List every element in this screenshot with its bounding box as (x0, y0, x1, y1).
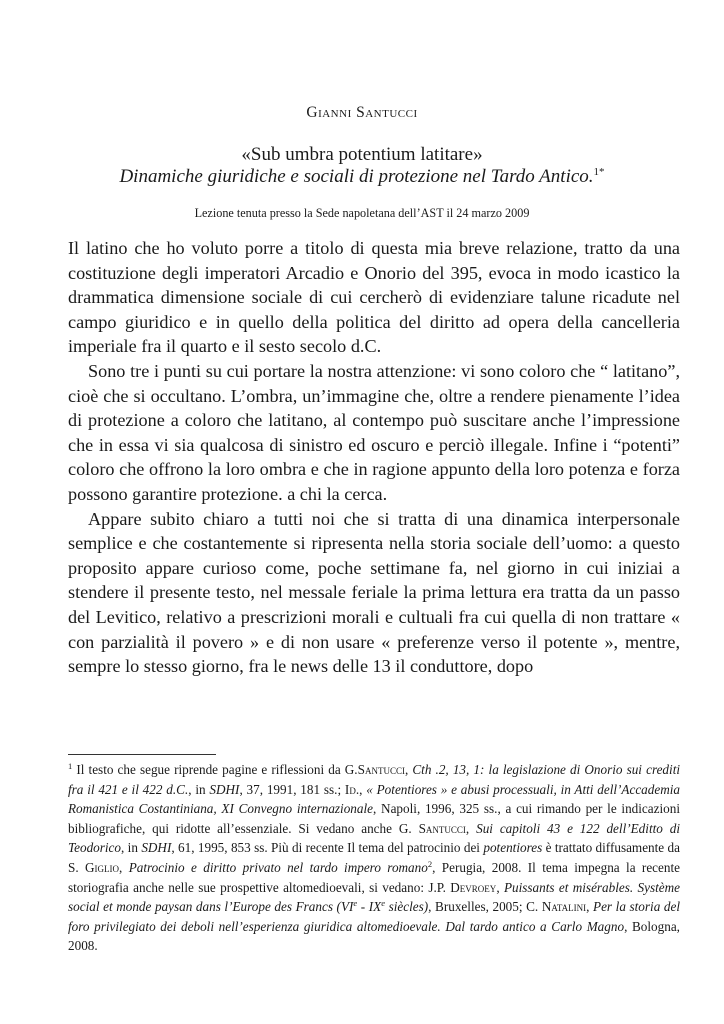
title-subtitle: Dinamiche giuridiche e sociali di protezione nel Tardo Antico. (119, 166, 594, 187)
body-text (68, 236, 680, 679)
footnote-separator (68, 754, 216, 755)
footnote-segment: è trattato diffusamente da S. (68, 840, 680, 875)
footnote-work-title: Puissants et misérables. Système social et monde paysan dans l’Europe des Francs (VI (68, 879, 681, 915)
footnote-work-title: « Potentiores » e abusi processuali, in Atti dell’Accademia Romanistica Costantiniana, XI Convegno internazionale (68, 781, 680, 817)
footnote-work-title: - IX (357, 899, 382, 915)
footnote-term: potentiores (483, 840, 543, 856)
footnote-work-title: Cth .2, 13, 1: la legislazione di Onorio sui crediti fra il 421 e il 422 d.C. (68, 762, 681, 797)
footnote-segment: , (465, 820, 477, 836)
footnote-segment: , (586, 899, 594, 915)
footnote-superscript: e (353, 898, 358, 909)
footnote-segment: , (119, 859, 129, 875)
body-paragraph: Sono tre i punti su cui portare la nostra attenzione: vi sono coloro che “ latitano”, cioè che si occultano. L’ombra, un’immagine che, oltre a rendere pienamente l’idea di protezione a coloro che latitano, al contempo può suscitare anche l’impressione che in essa vi sia qualcosa di sinistro ed oscuro e perciò illegale. Infine i “potenti” coloro che offrono la loro ombra e che in ragione appunto della loro potenza e forza possono garantire protezione. a chi la cerca. (68, 360, 680, 504)
footnote-author: Id. (344, 781, 360, 797)
footnote-segment: , Perugia, 2008. Il tema impegna la recente storiografia anche nelle sue prospettive altomedioevali, si vedano: J.P. (68, 859, 680, 895)
body-paragraph: Il latino che ho voluto porre a titolo di questa mia breve relazione, tratto da una costituzione degli imperatori Arcadio e Onorio del 395, evoca in modo icastico la drammatica dimensione sociale di cui cercherò di evidenziare talune ricadute nel campo giuridico e in quello della politica del diritto ad opera della cancelleria imperiale fra il quarto e il sesto secolo d.C. (68, 238, 680, 357)
footnote-author: Giglio (85, 859, 120, 875)
author-name: Gianni Santucci (306, 104, 418, 121)
title-line-1: «Sub umbra potentium latitare» (241, 144, 483, 165)
footnote-segment: , Bruxelles, 2005; C. (428, 899, 542, 915)
footnote-segment: , 61, 1995, 853 ss. Più di recente Il tema del patrocinio dei (171, 840, 484, 856)
footnote-superscript: e (381, 898, 386, 909)
footnote-segment: , in (188, 781, 210, 797)
footnote-journal: SDHI (141, 840, 172, 856)
footnote-author: Santucci (418, 820, 466, 836)
footnote-segment: , Napoli, 1996, 325 ss., a cui rimando per le indicazioni bibliografiche, qui ridotte all’essenziale. Si vedano anche G. (68, 801, 681, 836)
footnote-segment: Il testo che segue riprende pagine e riflessioni da G. (76, 762, 358, 777)
footnote-work-title: Sui capitoli 43 e 122 dell’Editto di Teodorico (68, 820, 681, 856)
footnote-author: Santucci (357, 762, 405, 777)
footnote-segment: , Bologna, 2008. (68, 918, 680, 954)
footnote-work-title: Per la storia del foro privilegiato dei deboli nell’esperienza giuridica altomedioevale. Dal tardo antico a Carlo Magno (68, 899, 680, 934)
footnote-author: Devroey (450, 879, 497, 895)
footnote-number: 1 (68, 761, 73, 771)
footnote-segment: , (404, 762, 413, 777)
footnote-segment: , 37, 1991, 181 ss.; (239, 781, 345, 797)
lecture-info: Lezione tenuta presso la Sede napoletana dell’AST il 24 marzo 2009 (194, 206, 530, 220)
footnote-author: Natalini (541, 899, 587, 915)
footnote-journal: SDHI (209, 781, 240, 797)
footnote-superscript: 2 (427, 858, 433, 869)
footnote-segment: , in (121, 840, 142, 856)
title-footnote-mark: 1* (593, 166, 605, 178)
footnote-segment: , (359, 781, 367, 797)
body-paragraph: Appare subito chiaro a tutti noi che si tratta di una dinamica interpersonale semplice e che costantemente si ripresenta nella storia sociale dell’uomo: a questo proposito appare curioso come, poche settimane fa, nel giorno in cui iniziai a stendere il presente testo, nel messale feriale la prima lettura era tratta da un passo del Levitico, relativo a prescrizioni morali e cultuali fra cui quella di non trattare « con parzialità il povero » e di non usare « preferenze verso il potente », mentre, sempre lo stesso giorno, fra le news delle 13 il conduttore, dopo (68, 508, 680, 677)
title-line-2 (0, 166, 724, 188)
footnote-work-title: Patrocinio e diritto privato nel tardo impero romano (128, 859, 428, 875)
footnote (68, 760, 680, 956)
footnote-segment: , (496, 879, 504, 895)
footnote-text (68, 760, 680, 956)
footnote-work-title: siècles) (385, 899, 429, 915)
